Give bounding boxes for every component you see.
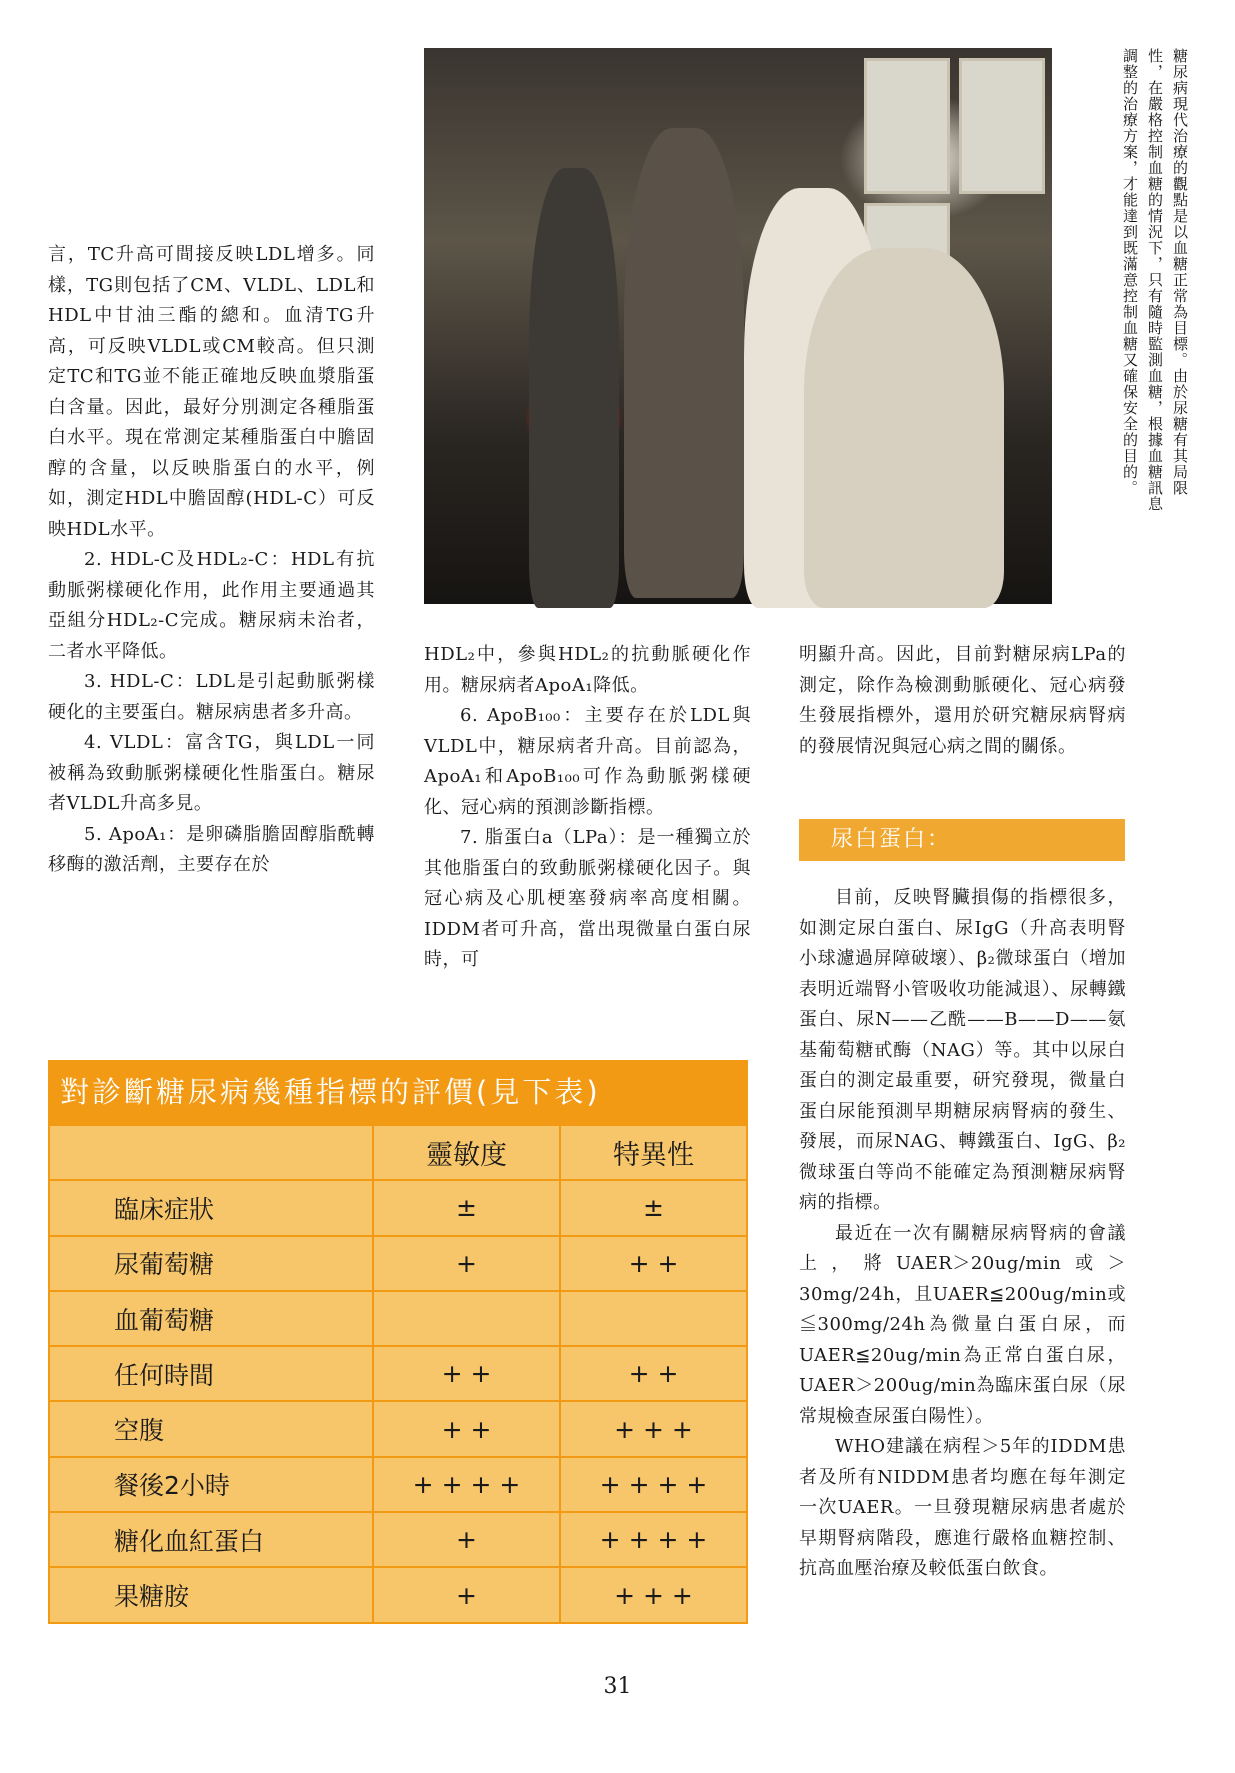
paragraph: 2. HDL-C及HDL₂-C：HDL有抗動脈粥樣硬化作用，此作用主要通過其亞組分HDL₂-C完成。糖尿病未治者，二者水平降低。 bbox=[48, 549, 375, 662]
text-column-3 bbox=[799, 883, 1126, 1585]
paragraph: WHO建議在病程＞5年的IDDM患者及所有NIDDM患者均應在每年測定一次UAER。一旦發現糖尿病患者處於早期腎病階段，應進行嚴格血糖控制、抗高血壓治療及較低蛋白飲食。 bbox=[799, 1436, 1126, 1579]
evaluation-table bbox=[48, 1124, 748, 1624]
photo-caption: 糖尿病現代治療的觀點是以血糖正常為目標。由於尿糖有其局限性，在嚴格控制血糖的情況下，只有隨時監測血糖，根據血糖訊息調整的治療方案，才能達到既滿意控制血糖又確保安全的目的。 bbox=[1121, 48, 1189, 512]
specificity-cell: ± bbox=[560, 1180, 747, 1235]
row-label: 臨床症狀 bbox=[49, 1180, 373, 1235]
specificity-cell: + + bbox=[560, 1346, 747, 1401]
table-header-row bbox=[49, 1125, 747, 1180]
row-label: 糖化血紅蛋白 bbox=[49, 1512, 373, 1567]
person-figure bbox=[804, 248, 1004, 608]
header-cell: 特異性 bbox=[560, 1125, 747, 1180]
specificity-cell: + + + bbox=[560, 1401, 747, 1456]
header-cell: 靈敏度 bbox=[373, 1125, 560, 1180]
table-title: 對診斷糖尿病幾種指標的評價(見下表) bbox=[48, 1060, 748, 1124]
table-row bbox=[49, 1512, 747, 1567]
paragraph: 5. ApoA₁：是卵磷脂膽固醇脂酰轉移酶的激活劑，主要存在於 bbox=[48, 823, 375, 875]
lab-photo bbox=[424, 48, 1052, 604]
row-label: 餐後2小時 bbox=[49, 1457, 373, 1512]
specificity-cell: + + + + bbox=[560, 1457, 747, 1512]
page-number: 31 bbox=[603, 1674, 632, 1699]
paragraph: 目前，反映腎臟損傷的指標很多，如測定尿白蛋白、尿IgG（升高表明腎小球濾過屏障破壞）、β₂微球蛋白（增加表明近端腎小管吸收功能減退）、尿轉鐵蛋白、尿N——乙酰——B——D——氨基葡萄糖甙酶（NAG）等。其中以尿白蛋白的測定最重要，研究發現，微量白蛋白尿能預測早期糖尿病腎病的發生、發展，而尿NAG、轉鐵蛋白、IgG、β₂微球蛋白等尚不能確定為預測糖尿病腎病的指標。 bbox=[799, 887, 1126, 1213]
table-row bbox=[49, 1291, 747, 1346]
sensitivity-cell: + bbox=[373, 1512, 560, 1567]
row-label: 血葡萄糖 bbox=[49, 1291, 373, 1346]
paragraph: 6. ApoB₁₀₀：主要存在於LDL與VLDL中，糖尿病者升高。目前認為，ApoA₁和ApoB₁₀₀可作為動脈粥樣硬化、冠心病的預測診斷指標。 bbox=[424, 705, 751, 818]
paragraph: 7. 脂蛋白a（LPa）：是一種獨立於其他脂蛋白的致動脈粥樣硬化因子。與冠心病及心肌梗塞發病率高度相關。IDDM者可升高，當出現微量白蛋白尿時，可 bbox=[424, 827, 751, 970]
text-column-2 bbox=[424, 640, 751, 976]
paragraph: HDL₂中，參與HDL₂的抗動脈硬化作用。糖尿病者ApoA₁降低。 bbox=[424, 644, 751, 696]
person-figure bbox=[529, 168, 619, 608]
row-label: 尿葡萄糖 bbox=[49, 1236, 373, 1291]
specificity-cell bbox=[560, 1291, 747, 1346]
text-column-3-top bbox=[799, 640, 1126, 762]
sensitivity-cell bbox=[373, 1291, 560, 1346]
sensitivity-cell: + bbox=[373, 1567, 560, 1622]
specificity-cell: + + bbox=[560, 1236, 747, 1291]
paragraph: 明顯升高。因此，目前對糖尿病LPa的測定，除作為檢測動脈硬化、冠心病發生發展指標外，還用於研究糖尿病腎病的發展情況與冠心病之間的關係。 bbox=[799, 644, 1126, 757]
sensitivity-cell: + bbox=[373, 1236, 560, 1291]
table-row bbox=[49, 1401, 747, 1456]
sensitivity-cell: + + bbox=[373, 1401, 560, 1456]
window-pane bbox=[864, 58, 950, 194]
paragraph: 言，TC升高可間接反映LDL增多。同樣，TG則包括了CM、VLDL、LDL和HDL中甘油三酯的總和。血清TG升高，可反映VLDL或CM較高。但只測定TC和TG並不能正確地反映血漿脂蛋白含量。因此，最好分別測定各種脂蛋白水平。現在常測定某種脂蛋白中膽固醇的含量，以反映脂蛋白的水平，例如，測定HDL中膽固醇(HDL-C）可反映HDL水平。 bbox=[48, 244, 375, 540]
text-column-1 bbox=[48, 240, 375, 881]
specificity-cell: + + + + bbox=[560, 1512, 747, 1567]
paragraph: 3. HDL-C：LDL是引起動脈粥樣硬化的主要蛋白。糖尿病患者多升高。 bbox=[48, 671, 375, 723]
window-pane bbox=[959, 58, 1045, 194]
sensitivity-cell: + + + + bbox=[373, 1457, 560, 1512]
row-label: 果糖胺 bbox=[49, 1567, 373, 1622]
table-row bbox=[49, 1457, 747, 1512]
row-label: 空腹 bbox=[49, 1401, 373, 1456]
sensitivity-cell: + + bbox=[373, 1346, 560, 1401]
specificity-cell: + + + bbox=[560, 1567, 747, 1622]
section-header: 尿白蛋白： bbox=[799, 819, 1125, 861]
row-label: 任何時間 bbox=[49, 1346, 373, 1401]
table-row bbox=[49, 1567, 747, 1622]
table-row bbox=[49, 1180, 747, 1235]
person-figure bbox=[624, 128, 744, 598]
header-cell bbox=[49, 1125, 373, 1180]
table-row bbox=[49, 1346, 747, 1401]
paragraph: 4. VLDL：富含TG，與LDL一同被稱為致動脈粥樣硬化性脂蛋白。糖尿者VLDL升高多見。 bbox=[48, 732, 375, 814]
table-row bbox=[49, 1236, 747, 1291]
paragraph: 最近在一次有關糖尿病腎病的會議上，將UAER＞20ug/min或＞30mg/24h，且UAER≦200ug/min或≦300mg/24h為微量白蛋白尿，而UAER≦20ug/min為正常白蛋白尿，UAER＞200ug/min為臨床蛋白尿（尿常規檢查尿蛋白陽性）。 bbox=[799, 1222, 1126, 1427]
sensitivity-cell: ± bbox=[373, 1180, 560, 1235]
